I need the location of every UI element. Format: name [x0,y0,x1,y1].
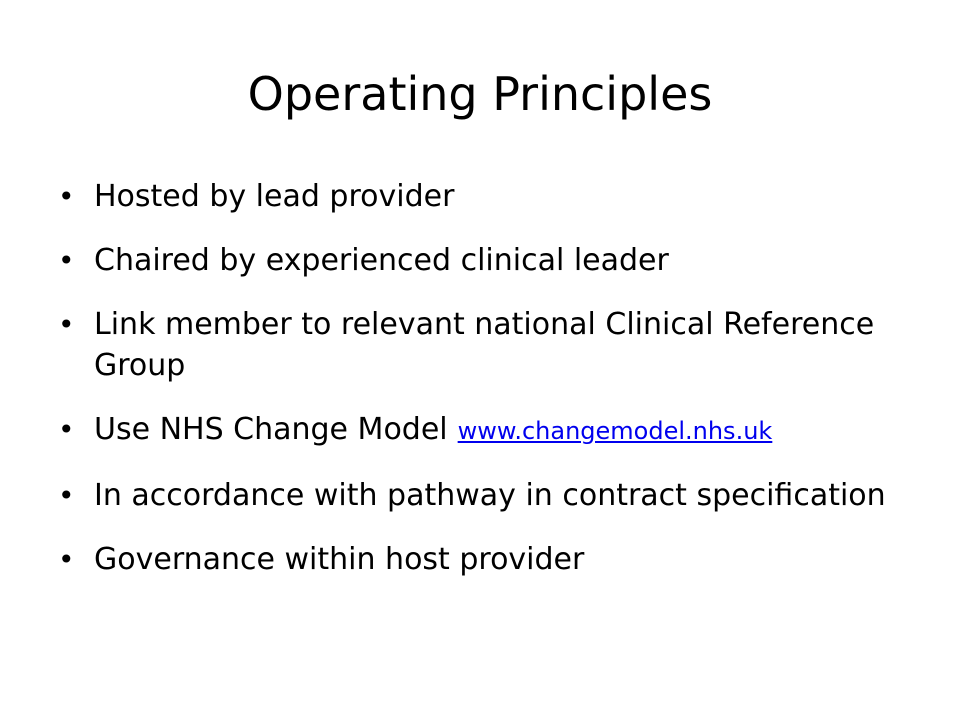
bullet-item-hosted [58,176,918,217]
bullet-list [58,176,918,603]
bullet-dot-icon: • [58,180,75,213]
bullet-dot-icon: • [58,543,75,576]
bullet-text: Hosted by lead provider [94,179,455,214]
bullet-dot-icon: • [58,479,75,512]
bullet-text: Link member to relevant national Clinical Reference Group [94,307,875,383]
bullet-text: Chaired by experienced clinical leader [94,243,669,278]
bullet-text: Use NHS Change Model [94,412,448,447]
bullet-text: Governance within host provider [94,542,585,577]
bullet-item-governance [58,539,918,580]
bullet-item-pathway [58,475,918,516]
bullet-dot-icon: • [58,413,75,446]
bullet-dot-icon: • [58,308,75,341]
bullet-item-link-member [58,304,918,386]
bullet-text: In accordance with pathway in contract specification [94,478,886,513]
bullet-dot-icon: • [58,244,75,277]
slide-title: Operating Principles [247,67,713,121]
change-model-link[interactable]: www.changemodel.nhs.uk [457,417,773,445]
bullet-item-change-model [58,409,918,452]
bullet-item-chaired [58,240,918,281]
